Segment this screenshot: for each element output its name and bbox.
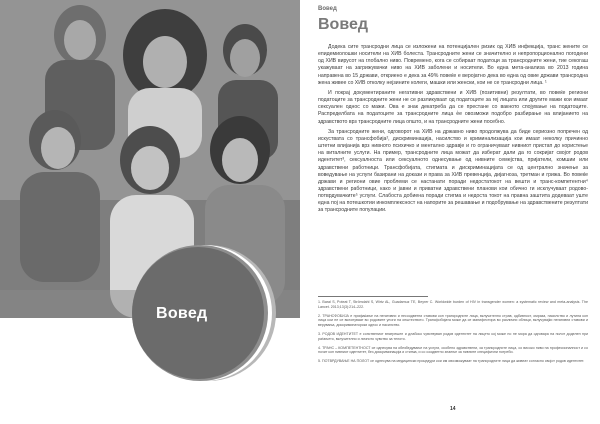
footnote: 5. ПОТВРДУВАЊЕ НА ПОЛОТ се однесува на медицински процедури кои им овозможуваат на трансродните лица да живеат согласно својот родов идентитет. [318,359,585,364]
circle-title: Вовед [156,305,208,322]
footnotes [318,300,588,368]
section-circle-badge [128,238,278,388]
paragraph: Додека сите трансродни лица се изложени на потенцијален ризик од ХИВ инфекција, транс жените се епидемиолошки носители на ХИВ болеста. Трансродните жени се значително и непропорционално погодени од ХИВ вирусот на глобално ниво. Повремено, кога се собираат податоци за трансродните жени, тие секогаш укажуваат на загрижувачки ниво на ХИВ заболени и носители. Во една мета-анализа во 2013 година направена во 15 држави, откриено е дека за 49% повеќе е веројатно дека во една од овие држави трансродна жена живее со ХИВ отколку нејзините колеги, машки или женски, кои не се трансродни лица. ¹ [318,44,588,86]
paragraph: И покрај документираните негативни здравствени и ХИВ (позитивни) резултати, во повеќе региони податоците за трансродните жени не се разликуваат од податоците за геј лицата или другите мажи кои имаат сексуален однос со мажи. Ова е знак декатреба да се престане со вакното спојување на податоците. Распределбата на податоците за трансродните лица ѐе овозможи подобро разбирање на влијанието на здравството врз трансродните лица општо, и на трансродните жени посебно. [318,89,588,125]
page-number: 14 [450,406,456,412]
footnote: 2. ТРАНСФОБИЈА е прифаќање на негативни и несоодветни ставови кон трансродните лица, вклучително страв, одбивност, омраза, насилство и лутина кон лица кои не се вклопуваат во родовите улоги на општеството. Трансфобијата може да се манифестира во различни облици, вклучувајќи негативни ставови и верувања, дискриминаторски однос и насилство. [318,313,588,328]
page-title: Вовед [318,16,369,33]
running-head: Вовед [318,6,337,12]
body-text [318,44,588,218]
paragraph: За трансродните жени, одговорот на ХИВ на државно ниво продолжува да биде сериозно попречен од искуствата со трансфобија², дискриминација, насилство и криминализација кои имаат неколку причинно штетни влијанија врз нивното психичко и ментално здравје и го ограничуваат нивниот пристап до користење на виталните услуги. На пример, трансродните лица можат да изберат дали да го сокријат својот родов идентитет³, сексуалноста или сексуалното однесување од нивните семејства, пријатели, комшии или здравствени работници. Трансфобијата, стигмата и дискриминацијата се од централно значење за воведување на услуги базирани на докази и права за ХИВ превенција, дијагноза, третман и грижа. Во повеќе држави и региони овие проблеми се настанати поради недостатокот на вешти и транс-компетентни⁴ здравствени работници, како и јавни и приватни здравствени планови кои обично ги исклучуваат родово-потврдувачките⁵ услуги. Слабоста добиена поради стигма и недоста токот на правна заштита додеваат уште една пој на потешкотии инкомплексност на напорите за решавање и подобрување на здравствените резултати за трансродните популации. [318,128,588,214]
footnote-divider [318,296,428,297]
footnote: 3. РОДОВ ИДЕНТИТЕТ е сопствениот внатрешен и длабоко чувствуван родов идентитет на лицето кој може но не мора да одговара на полот доделен при раѓањето, вклучително и личното чувство за телото. [318,331,588,341]
text-page [300,0,600,424]
footnote: 4. ТРАНС – КОМПЕТЕНТНОСТ се однесува на обезбедување на услуги, особено здравствени, за трансродните лица, со високо ниво на професионалност и со почит кон нивниот идентитет, без дискриминација и стигма, и со соодветно знаење за нивните специфични потреби. [318,345,588,355]
footnote: 1. Baral S, Poteat T, Strömdahl S, Wirtz AL, Guadamuz TE, Beyrer C. Worldwide burden of HIV in transgender women: a systematic review and meta-analysis. The Lancet. 2013;13(3):214–222. [318,300,588,309]
